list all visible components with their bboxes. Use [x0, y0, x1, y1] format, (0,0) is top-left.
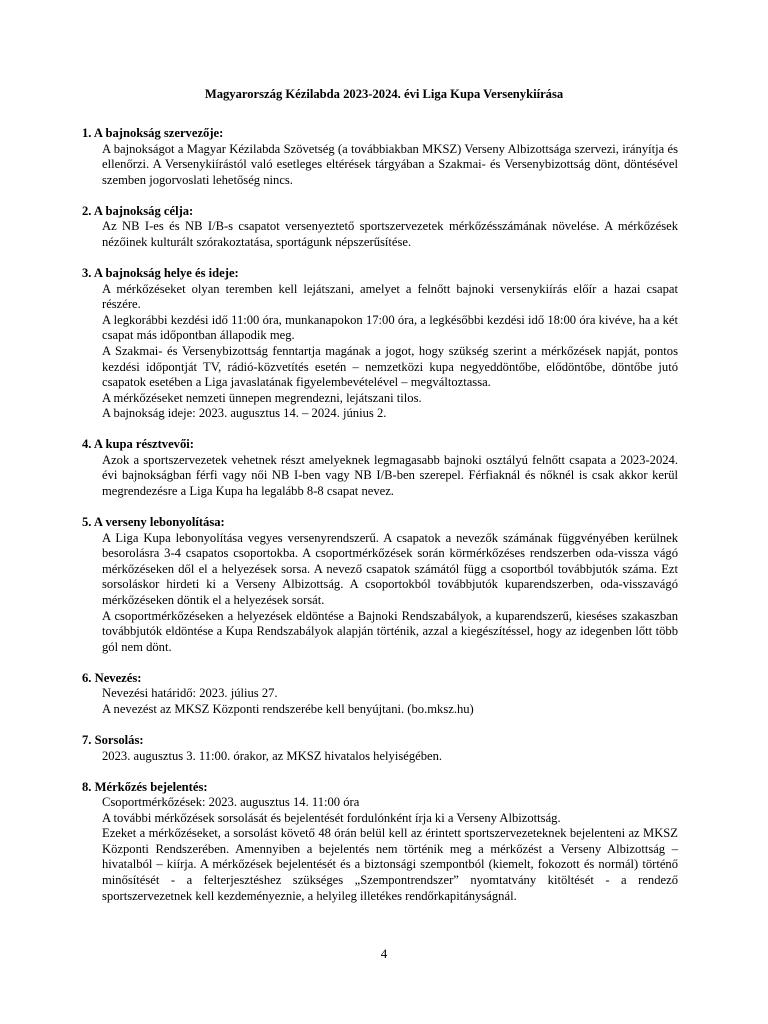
section-paragraph: A bajnokság ideje: 2023. augusztus 14. – 2024. június 2.: [102, 406, 387, 421]
section-paragraph: A legkorábbi kezdési idő 11:00 óra, munkanapokon 17:00 óra, a legkésőbbi kezdési idő 18:00 óra kivéve, ha a két csapat más időpontban állapodik meg.: [102, 312, 678, 343]
section-goal: [82, 204, 678, 251]
section-paragraph: 2023. augusztus 3. 11:00. órakor, az MKSZ hivatalos helyiségében.: [102, 748, 443, 763]
section-entry: [82, 671, 678, 718]
section-draw: [82, 733, 678, 764]
section-heading: 5. A verseny lebonyolítása:: [82, 515, 225, 530]
section-paragraph: A Liga Kupa lebonyolítása vegyes versenyrendszerű. A csapatok a nevezők számának függvényében kerülnek besorolásra 3-4 csapatos csoportokba. A csoportmérkőzések során körmérkőzéses rendszerben oda-vissza vágó mérkőzéseken dől el a helyezések sorsa. A nevező csapatok számától függ a csoportból továbbjutók száma. Ezt sorsoláskor hirdeti ki a Verseny Albizottság. A csoportokból továbbjutók kuparendszerben, oda-visszavágó mérkőzéseken döntik el a helyezések sorsát.: [102, 530, 678, 607]
section-heading: 7. Sorsolás:: [82, 732, 144, 747]
section-paragraph: A mérkőzéseket olyan teremben kell lejátszani, amelyet a felnőtt bajnoki versenykiírás előír a hazai csapat részére.: [102, 281, 678, 312]
section-paragraph: Csoportmérkőzések: 2023. augusztus 14. 11:00 óra: [102, 795, 360, 810]
section-participants: [82, 437, 678, 499]
document-title: Magyarország Kézilabda 2023-2024. évi Liga Kupa Versenykiírása: [204, 87, 564, 101]
section-paragraph: A további mérkőzések sorsolását és bejelentését fordulónként írja ki a Verseny Albizottság.: [102, 810, 561, 825]
section-heading: 3. A bajnokság helye és ideje:: [82, 265, 239, 280]
section-paragraph: Azok a sportszervezetek vehetnek részt amelyeknek legmagasabb bajnoki osztályú felnőtt csapata a 2023-2024. évi bajnokságban férfi vagy női NB I-ben vagy NB I/B-ben szerepel. Férfiaknál és nőknél is csak akkor kerül megrendezésre a Liga Kupa ha legalább 8-8 csapat nevez.: [102, 452, 678, 499]
section-format: [82, 515, 678, 655]
section-heading: 1. A bajnokság szervezője:: [82, 126, 224, 140]
section-heading: 4. A kupa résztvevői:: [82, 437, 194, 452]
section-match-registration: [82, 780, 678, 905]
document-body: [82, 126, 678, 920]
section-organizer: [82, 126, 678, 188]
section-paragraph: Ezeket a mérkőzéseket, a sorsolást követő 48 órán belül kell az érintett sportszervezeteknek bejelenteni az MKSZ Központi Rendszerében. Amennyiben a bejelentés nem történik meg a mérkőzést a Verseny Albizottság – hivatalból – kiírja. A mérkőzések bejelentését és a biztonsági szempontból (kiemelt, fokozott és normál) történő minősítését - a felterjesztéshez szükséges „Szempontrendszer” nyomtatvány kitöltését - a rendező sportszervezetnek kell kezdeményeznie, a helyileg illetékes rendőrkapitányságnál.: [102, 826, 678, 903]
section-heading: 2. A bajnokság célja:: [82, 203, 194, 218]
page-number: 4: [380, 946, 388, 961]
section-place-time: [82, 266, 678, 422]
section-heading: 8. Mérkőzés bejelentés:: [82, 779, 208, 794]
section-paragraph: A nevezést az MKSZ Központi rendszerébe kell benyújtani. (bo.mksz.hu): [102, 701, 474, 716]
section-paragraph: Nevezési határidő: 2023. július 27.: [102, 686, 278, 701]
section-heading: 6. Nevezés:: [82, 670, 142, 685]
section-paragraph: A Szakmai- és Versenybizottság fenntartja magának a jogot, hogy szükség szerint a mérkőzések napját, pontos kezdési időpontját TV, rádió-közvetítés esetén – nemzetközi kupa negyeddöntőbe, elődöntőbe, döntőbe jutó csapatok esetében a Liga javaslatának figyelembevételével – megváltoztassa.: [102, 343, 678, 390]
section-paragraph: A bajnokságot a Magyar Kézilabda Szövetség (a továbbiakban MKSZ) Verseny Albizottsága szervezi, irányítja és ellenőrzi. A Versenykiírástól való esetleges eltérések tárgyában a Szakmai- és Versenybizottság dönt, döntésével szemben jogorvoslati lehetőség nincs.: [102, 141, 678, 187]
section-paragraph: A mérkőzéseket nemzeti ünnepen megrendezni, lejátszani tilos.: [102, 390, 422, 405]
section-paragraph: Az NB I-es és NB I/B-s csapatot versenyeztető sportszervezetek mérkőzésszámának növelése. A mérkőzések nézőinek kulturált szórakoztatása, sportágunk népszerűsítése.: [102, 219, 678, 249]
section-paragraph: A csoportmérkőzéseken a helyezések eldöntése a Bajnoki Rendszabályok, a kuparendszerű, kieséses szakaszban továbbjutók eldöntése a Kupa Rendszabályok alapján történik, azzal a kiegészítéssel, hogy az idegenben lőtt több gól nem dönt.: [102, 608, 678, 654]
